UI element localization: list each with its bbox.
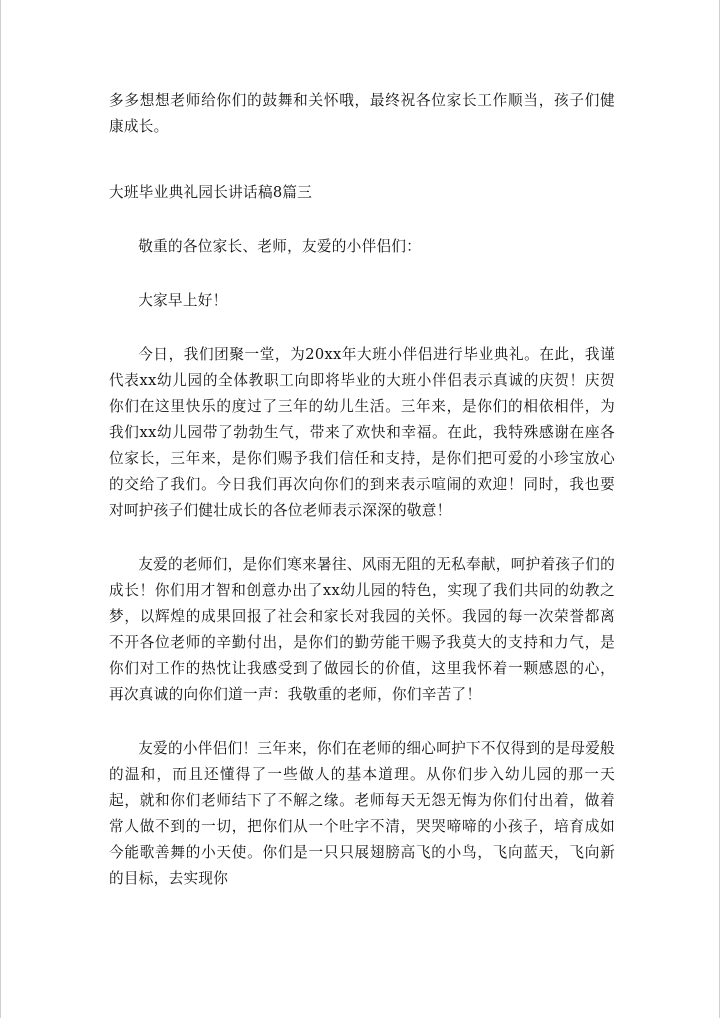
greeting: 大家早上好！	[138, 292, 228, 309]
document-body	[109, 88, 615, 892]
body-paragraph: 今日，我们团聚一堂，为20xx年大班小伴侣进行毕业典礼。在此，我谨代表xx幼儿园的全体教职工向即将毕业的大班小伴侣表示真诚的庆贺！庆贺你们在这里快乐的度过了三年的幼儿生活。三年来，是你们的相依相伴，为我们xx幼儿园带了勃勃生气，带来了欢快和幸福。在此，我特殊感谢在座各位家长，三年来，是你们赐予我们信任和支持，是你们把可爱的小珍宝放心的交给了我们。今日我们再次向你们的到来表示喧闹的欢迎！同时，我也要对呵护孩子们健壮成长的各位老师表示深深的敬意！	[109, 346, 615, 519]
closing-paragraph: 多多想想老师给你们的鼓舞和关怀哦，最终祝各位家长工作顺当，孩子们健康成长。	[109, 92, 615, 135]
body-paragraph: 友爱的小伴侣们！三年来，你们在老师的细心呵护下不仅得到的是母爱般的温和，而且还懂得了一些做人的基本道理。从你们步入幼儿园的那一天起，就和你们老师结下了不解之缘。老师每天无怨无悔为你们付出着，做着常人做不到的一切，把你们从一个吐字不清，哭哭啼啼的小孩子，培育成如今能歌善舞的小天使。你们是一只只展翅膀高飞的小鸟，飞向蓝天，飞向新的目标，去实现你	[109, 740, 615, 887]
salutation: 敬重的各位家长、老师，友爱的小伴侣们：	[138, 238, 422, 255]
body-paragraph: 友爱的老师们，是你们寒来暑往、风雨无阻的无私奉献，呵护着孩子们的成长！你们用才智和创意办出了xx幼儿园的特色，实现了我们共同的幼教之梦，以辉煌的成果回报了社会和家长对我园的关怀。我园的每一次荣誉都离不开各位老师的辛勤付出，是你们的勤劳能干赐予我莫大的支持和力气，是你们对工作的热忱让我感受到了做园长的价值，这里我怀着一颗感恩的心，再次真诚的向你们道一声：我敬重的老师，你们辛苦了！	[109, 556, 615, 703]
section-heading: 大班毕业典礼园长讲话稿8篇三	[109, 184, 313, 201]
